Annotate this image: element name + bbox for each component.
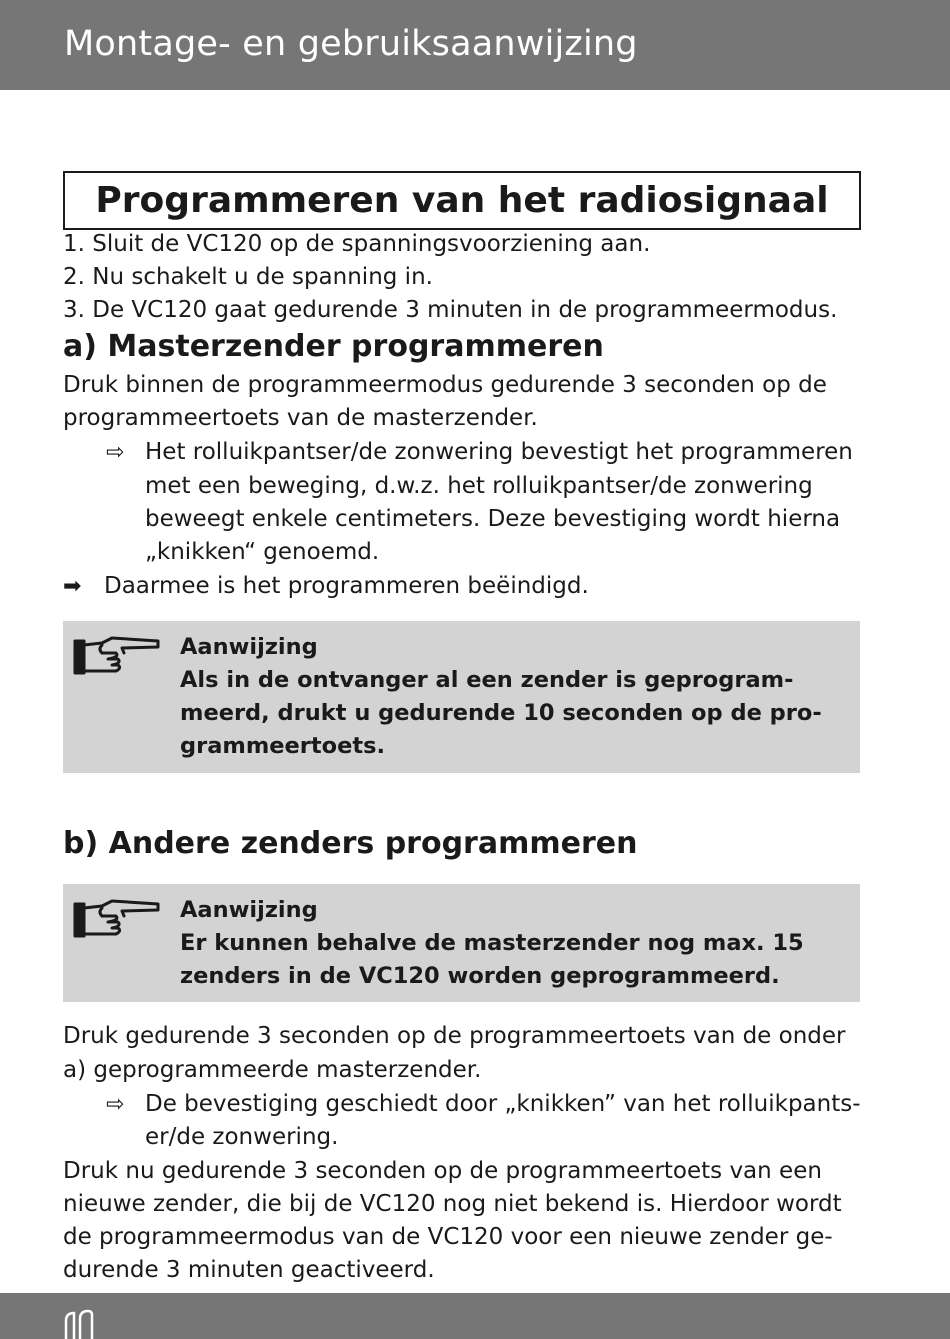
section-title: Programmeren van het radiosignaal [95,180,829,221]
note-b-line: zenders in de VC120 worden geprogrammeerd. [180,963,780,989]
step-3: 3. De VC120 gaat gedurende 3 minuten in de programmeermodus. [63,297,838,323]
section-a-result-line: met een beweging, d.w.z. het rolluikpantser/de zonwering [145,473,813,499]
step-1: 1. Sluit de VC120 op de spanningsvoorziening aan. [63,231,651,257]
section-a-conclusion: Daarmee is het programmeren beëindigd. [104,573,589,599]
section-b-result-line: De bevestiging geschiedt door „knikken” van het rolluikpants- [145,1091,861,1117]
section-title-box [63,171,861,230]
section-a-result-line: „knikken“ genoemd. [145,539,380,565]
section-a-result-line: beweegt enkele centimeters. Deze bevestiging wordt hierna [145,506,841,532]
section-b-intro-line: a) geprogrammeerde masterzender. [63,1057,482,1083]
note-a-title: Aanwijzing [180,634,318,660]
page-footer [0,1293,950,1339]
step-2: 2. Nu schakelt u de spanning in. [63,264,433,290]
note-a-line: Als in de ontvanger al een zender is geprogram- [180,667,794,693]
note-box-b [63,884,860,1002]
solid-right-arrow-icon: ➡ [63,574,82,599]
note-a-line: meerd, drukt u gedurende 10 seconden op de pro- [180,700,822,726]
pointing-hand-icon [72,898,162,942]
section-b-final-line: durende 3 minuten geactiveerd. [63,1257,435,1283]
section-a-intro-line: Druk binnen de programmeermodus gedurende 3 seconden op de [63,372,827,398]
section-b-result-line: er/de zonwering. [145,1124,339,1150]
section-a-heading: a) Masterzender programmeren [63,329,604,364]
hollow-right-arrow-icon: ⇨ [106,1092,125,1117]
brand-logo-icon [62,1307,96,1339]
note-b-line: Er kunnen behalve de masterzender nog max. 15 [180,930,804,956]
note-a-line: grammeertoets. [180,733,386,759]
section-b-final-line: Druk nu gedurende 3 seconden op de programmeertoets van een [63,1158,822,1184]
section-b-intro-line: Druk gedurende 3 seconden op de programmeertoets van de onder [63,1023,846,1049]
pointing-hand-icon [72,635,162,679]
section-b-heading: b) Andere zenders programmeren [63,826,638,861]
hollow-right-arrow-icon: ⇨ [106,440,125,465]
document-title: Montage- en gebruiksaanwijzing [64,24,638,64]
note-box-a [63,621,860,773]
page-header [0,0,950,90]
note-b-title: Aanwijzing [180,897,318,923]
section-b-final-line: nieuwe zender, die bij de VC120 nog niet bekend is. Hierdoor wordt [63,1191,842,1217]
section-b-final-line: de programmeermodus van de VC120 voor een nieuwe zender ge- [63,1224,833,1250]
section-a-intro-line: programmeertoets van de masterzender. [63,405,538,431]
section-a-result-line: Het rolluikpantser/de zonwering bevestigt het programmeren [145,439,853,465]
